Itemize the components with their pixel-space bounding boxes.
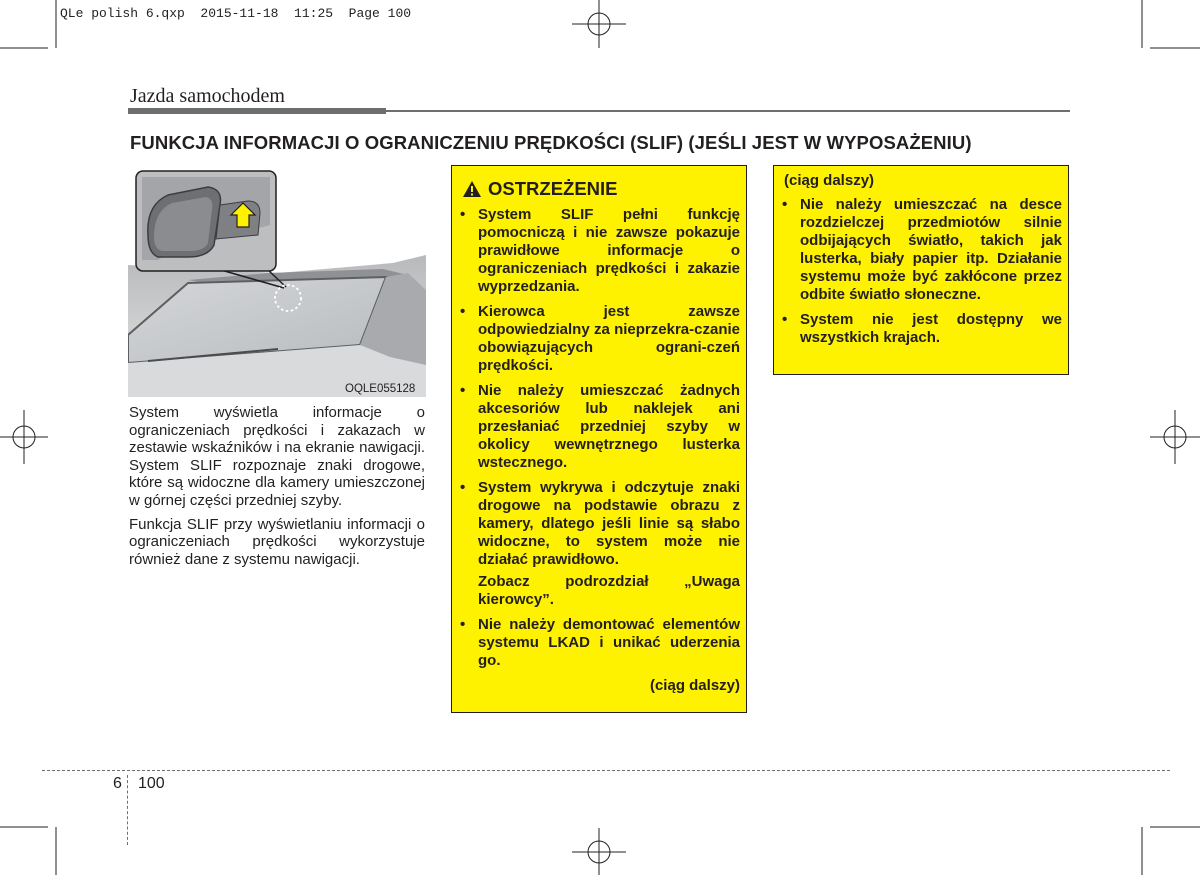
list-item: • System nie jest dostępny we wszystkich krajach.	[782, 311, 1062, 346]
continued-label: (ciąg dalszy)	[649, 677, 740, 694]
footer-rule	[42, 770, 1170, 771]
list-item: • Nie należy demontować elementów systemu LKAD i unikać uderzenia go.	[460, 616, 740, 669]
body-paragraph: Funkcja SLIF przy wyświetlaniu informacji o ograniczeniach prędkości wykorzystuje również dane z systemu nawigacji.	[129, 515, 425, 568]
warning-triangle-icon	[462, 180, 482, 198]
page-heading: FUNKCJA INFORMACJI O OGRANICZENIU PRĘDKOŚCI (SLIF) (JEŚLI JEST W WYPOSAŻENIU)	[130, 132, 972, 153]
footer-divider	[127, 775, 128, 845]
header-rule-dark	[128, 108, 386, 114]
continuation-header: (ciąg dalszy)	[784, 172, 875, 189]
list-item: • Nie należy umieszczać na desce rozdzielczej przedmiotów silnie odbijających światło, takich jak lusterka, biały papier itp. Działanie systemu może być zakłócone przez odbite światło słoneczne.	[782, 196, 1062, 303]
print-slug: QLe polish 6.qxp 2015-11-18 11:25 Page 100	[60, 6, 412, 21]
list-item: • Nie należy umieszczać żadnych akcesoriów lub naklejek ani przesłaniać przedniej szyby w okolicy wewnętrznego lusterka wstecznego.	[460, 382, 740, 471]
list-item: • System SLIF pełni funkcję pomocniczą i nie zawsze pokazuje prawidłowe informacje o ograniczeniach prędkości i zakazie wyprzedzania.	[460, 206, 740, 295]
section-title: Jazda samochodem	[130, 85, 285, 107]
body-paragraph: System wyświetla informacje o ograniczeniach prędkości i zakazach w zestawie wskaźników i na ekranie nawigacji. System SLIF rozpoznaje znaki drogowe, które są widoczne dla kamery umieszczonej w górnej części przedniej szyby.	[129, 404, 425, 509]
warning-subnote: Zobacz podrozdział „Uwaga kierowcy”.	[478, 573, 740, 608]
warning-title	[462, 178, 618, 200]
continuation-list	[782, 196, 1062, 354]
page-number: 100	[138, 775, 165, 792]
body-text	[129, 404, 425, 574]
warning-box	[451, 165, 747, 713]
chapter-number: 6	[113, 775, 122, 792]
header-rule	[386, 110, 1070, 112]
warning-list	[460, 206, 740, 695]
continuation-box	[773, 165, 1069, 375]
figure-code: OQLE055128	[345, 383, 416, 395]
list-item: • System wykrywa i odczytuje znaki drogowe na podstawie obrazu z kamery, dlatego jeśli linie są słabo widoczne, to system może nie działać prawidłowo.	[460, 479, 740, 568]
list-item: • Kierowca jest zawsze odpowiedzialny za nieprzekra-czanie obowiązujących ograni-czeń prędkości.	[460, 303, 740, 374]
warning-title-text: OSTRZEŻENIE	[488, 178, 618, 199]
windshield-camera-illustration	[128, 165, 426, 397]
